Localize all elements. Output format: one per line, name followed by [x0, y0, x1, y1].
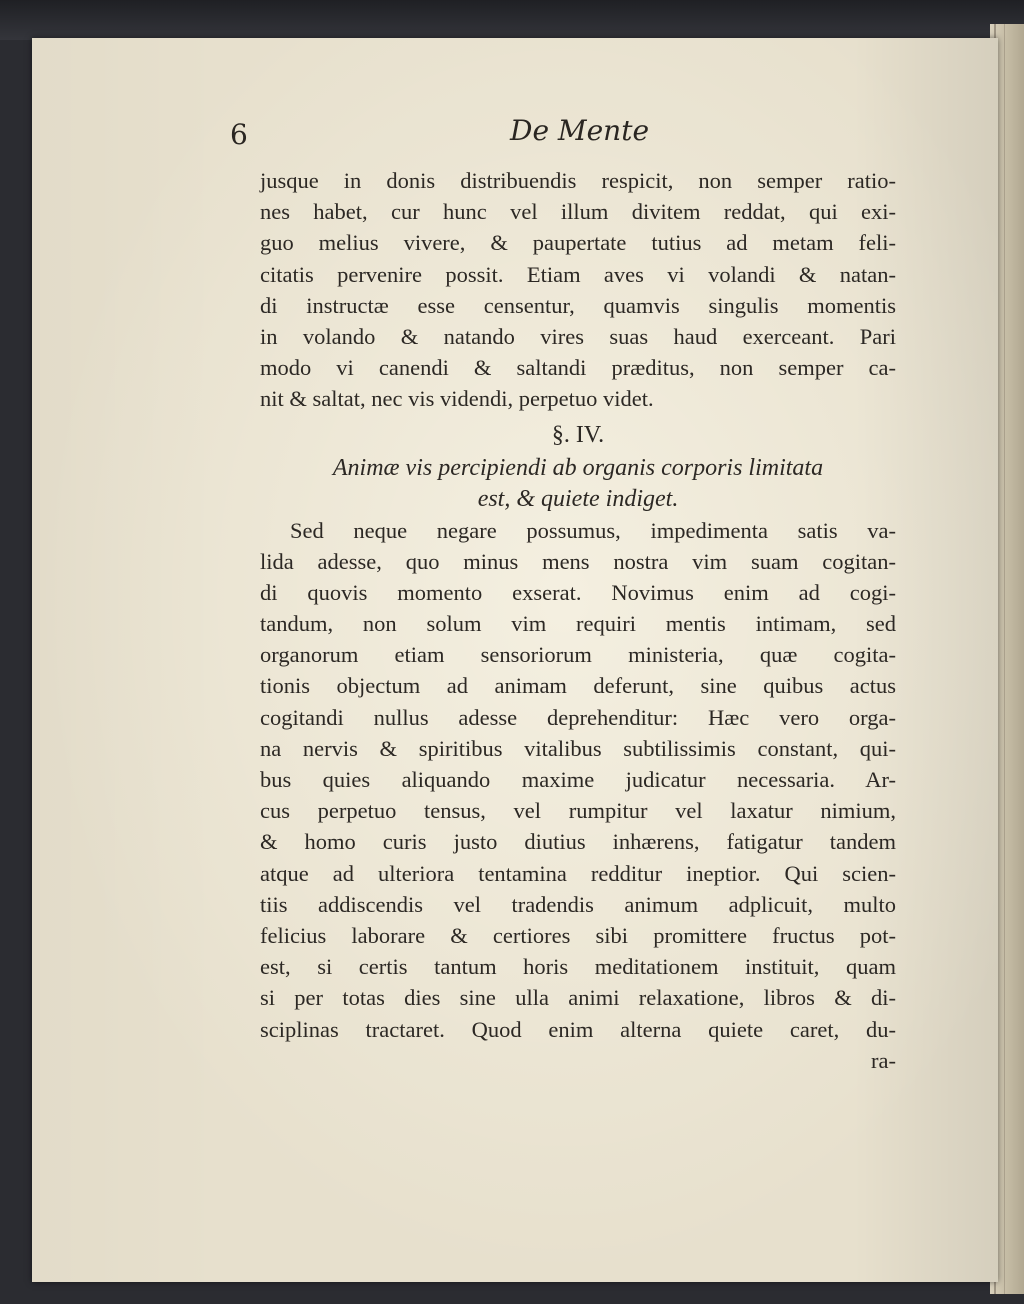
scan-background: [0, 0, 1024, 40]
text-line: & homo curis justo diutius inhærens, fatigatur tandem: [260, 829, 896, 855]
section-mark: §. IV.: [551, 421, 605, 448]
text-line: felicius laborare & certiores sibi promittere fructus pot-: [260, 922, 896, 948]
text-line: di quovis momento exserat. Novimus enim ad cogi-: [260, 579, 896, 605]
text-line: si per totas dies sine ulla animi relaxatione, libros & di-: [260, 985, 896, 1011]
text-line: tionis objectum ad animam deferunt, sine quibus actus: [260, 673, 896, 699]
text-line: nit & saltat, nec vis videndi, perpetuo videt.: [260, 386, 654, 412]
page-number: 6: [230, 118, 248, 151]
section-heading-line: est, & quiete indiget.: [477, 485, 679, 512]
catchword: ra-: [871, 1047, 896, 1073]
text-line: est, si certis tantum horis meditationem instituit, quam: [260, 954, 896, 980]
text-line: guo melius vivere, & paupertate tutius ad metam feli-: [260, 230, 896, 256]
text-line: cus perpetuo tensus, vel rumpitur vel laxatur nimium,: [260, 798, 896, 824]
text-line: in volando & natando vires suas haud exerceant. Pari: [260, 323, 896, 349]
text-line: modo vi canendi & saltandi præditus, non semper ca-: [260, 355, 896, 381]
text-line: citatis pervenire possit. Etiam aves vi volandi & natan-: [260, 261, 896, 287]
page-text: [260, 165, 896, 1076]
text-line: bus quies aliquando maxime judicatur necessaria. Ar-: [260, 767, 896, 792]
text-line: jusque in donis distribuendis respicit, non semper ratio-: [260, 168, 896, 193]
text-line: nes habet, cur hunc vel illum divitem reddat, qui exi-: [260, 199, 896, 225]
text-line: Sed neque negare possumus, impedimenta satis va-: [290, 517, 896, 543]
text-line: cogitandi nullus adesse deprehenditur: Hæc vero orga-: [260, 704, 896, 730]
text-line: lida adesse, quo minus mens nostra vim suam cogitan-: [260, 548, 896, 574]
text-line: tandum, non solum vim requiri mentis intimam, sed: [260, 611, 896, 637]
text-line: na nervis & spiritibus vitalibus subtilissimis constant, qui-: [260, 735, 896, 761]
text-line: atque ad ulteriora tentamina redditur ineptior. Qui scien-: [260, 860, 896, 886]
text-line: tiis addiscendis vel tradendis animum adplicuit, multo: [260, 891, 896, 917]
text-line: sciplinas tractaret. Quod enim alterna quiete caret, du-: [260, 1016, 896, 1042]
running-head: De Mente: [510, 114, 650, 147]
text-line: organorum etiam sensoriorum ministeria, quæ cogita-: [260, 642, 896, 668]
text-line: di instructæ esse censentur, quamvis singulis momentis: [260, 292, 896, 318]
section-heading-line: Animæ vis percipiendi ab organis corporis limitata: [332, 454, 824, 481]
